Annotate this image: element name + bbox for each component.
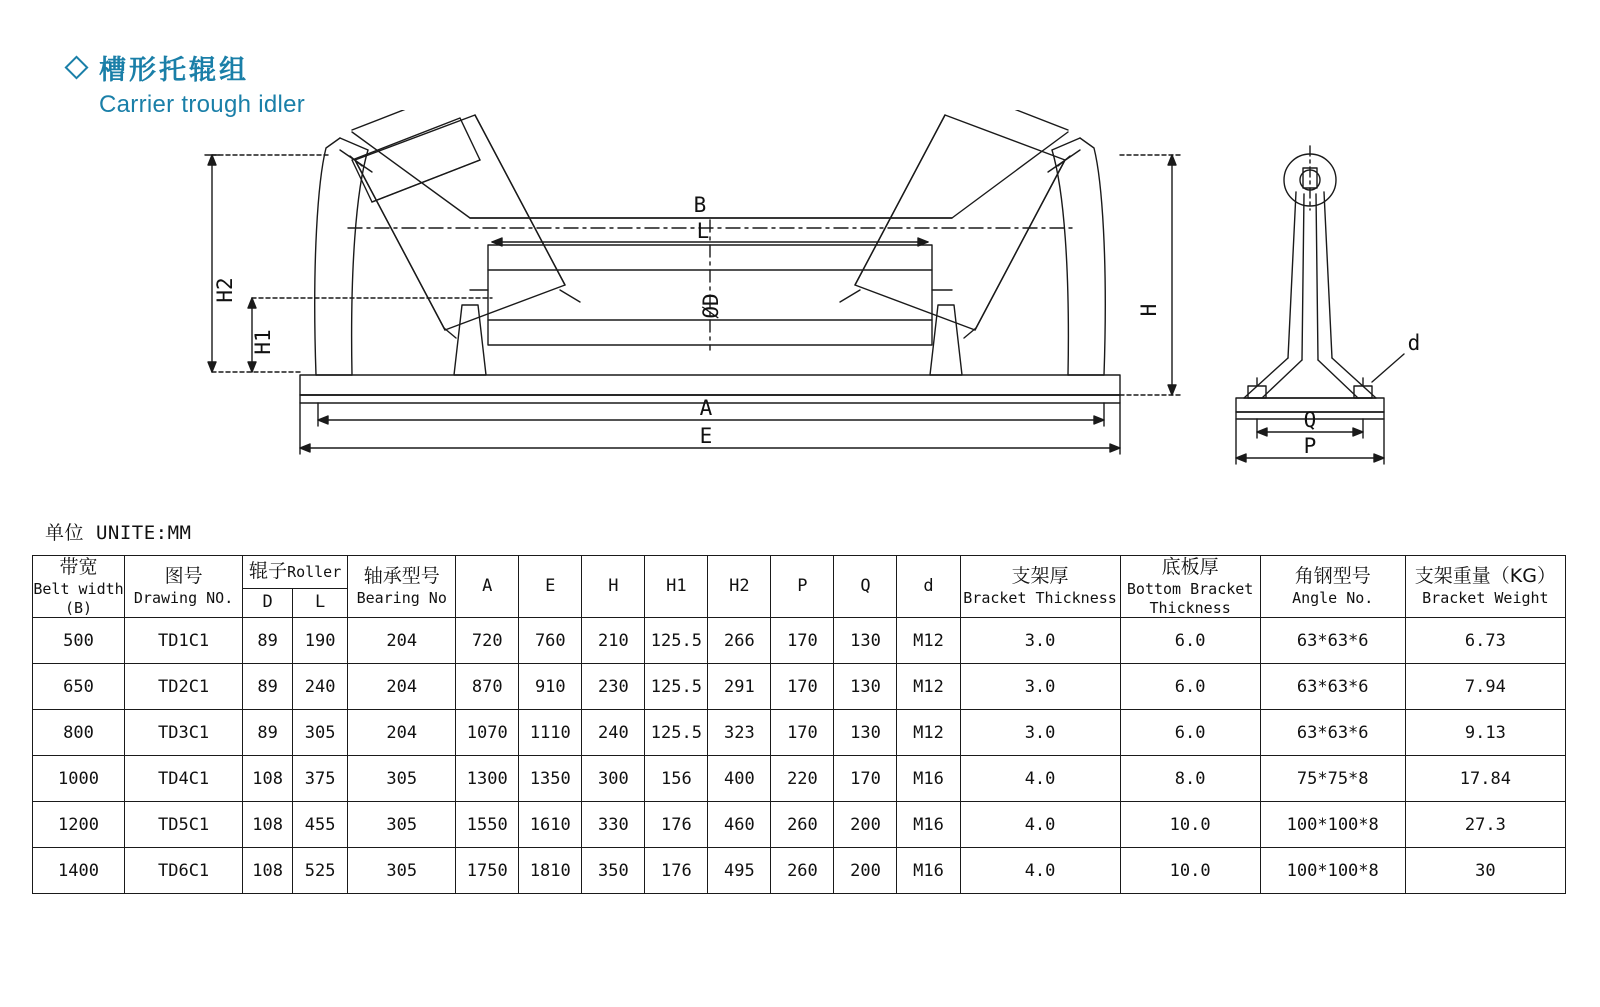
cell-drawing-no: TD2C1 — [125, 664, 243, 710]
label-A: A — [699, 396, 713, 420]
cell-H1: 125.5 — [645, 664, 708, 710]
header-bearing-no-cn: 轴承型号 — [363, 565, 440, 588]
header-belt-width-cn: 带宽 — [59, 556, 98, 578]
page-title — [68, 48, 305, 119]
cell-H: 240 — [582, 710, 645, 756]
cell-P: 260 — [771, 848, 834, 894]
table-row — [33, 710, 1566, 756]
header-angle-no-en: Angle No. — [1292, 589, 1374, 608]
cell-H1: 156 — [645, 756, 708, 802]
header-roller-l: L — [293, 588, 348, 617]
cell-bearing-no: 305 — [348, 802, 456, 848]
table-body — [33, 618, 1566, 894]
header-drawing-no-en: Drawing NO. — [133, 589, 234, 608]
header-belt-width-symbol: (B) — [64, 598, 93, 617]
header-E: E — [519, 556, 582, 618]
header-roller — [243, 556, 348, 589]
cell-angle-no: 100*100*8 — [1260, 848, 1405, 894]
spec-table — [32, 555, 1566, 894]
cell-bearing-no: 204 — [348, 618, 456, 664]
cell-roller-d: 89 — [243, 710, 293, 756]
cell-H1: 125.5 — [645, 618, 708, 664]
cell-bracket-weight: 6.73 — [1405, 618, 1565, 664]
header-bracket-thickness — [960, 556, 1120, 618]
cell-bottom-bracket-thickness: 8.0 — [1120, 756, 1260, 802]
header-drawing-no — [125, 556, 243, 618]
cell-d: M12 — [897, 710, 960, 756]
cell-bracket-weight: 9.13 — [1405, 710, 1565, 756]
cell-bottom-bracket-thickness: 10.0 — [1120, 802, 1260, 848]
header-bottom-bracket-cn: 底板厚 — [1161, 556, 1219, 578]
cell-A: 1070 — [456, 710, 519, 756]
header-bearing-no — [348, 556, 456, 618]
cell-bracket-weight: 7.94 — [1405, 664, 1565, 710]
cell-A: 1750 — [456, 848, 519, 894]
header-bottom-bracket-en: Bottom Bracket Thickness — [1126, 579, 1254, 617]
cell-P: 170 — [771, 664, 834, 710]
cell-E: 1610 — [519, 802, 582, 848]
cell-Q: 130 — [834, 710, 897, 756]
cell-angle-no: 63*63*6 — [1260, 664, 1405, 710]
cell-bracket-thickness: 3.0 — [960, 664, 1120, 710]
cell-drawing-no: TD5C1 — [125, 802, 243, 848]
header-roller-d: D — [243, 588, 293, 617]
label-diameter: ØD — [699, 293, 723, 319]
cell-A: 870 — [456, 664, 519, 710]
cell-drawing-no: TD4C1 — [125, 756, 243, 802]
header-bearing-no-en: Bearing No — [356, 589, 447, 608]
cell-A: 1550 — [456, 802, 519, 848]
cell-bracket-thickness: 4.0 — [960, 848, 1120, 894]
cell-A: 1300 — [456, 756, 519, 802]
cell-bracket-thickness: 3.0 — [960, 618, 1120, 664]
cell-H: 210 — [582, 618, 645, 664]
cell-bearing-no: 305 — [348, 756, 456, 802]
cell-drawing-no: TD1C1 — [125, 618, 243, 664]
header-roller-en: Roller — [287, 563, 342, 581]
cell-belt-width: 1000 — [33, 756, 125, 802]
header-bracket-weight-cn: 支架重量（KG） — [1414, 565, 1556, 588]
cell-H2: 266 — [708, 618, 771, 664]
cell-A: 720 — [456, 618, 519, 664]
cell-E: 910 — [519, 664, 582, 710]
cell-P: 170 — [771, 618, 834, 664]
cell-bracket-thickness: 4.0 — [960, 802, 1120, 848]
cell-H2: 291 — [708, 664, 771, 710]
cell-Q: 170 — [834, 756, 897, 802]
cell-bracket-weight: 17.84 — [1405, 756, 1565, 802]
cell-bearing-no: 204 — [348, 710, 456, 756]
cell-roller-l: 375 — [293, 756, 348, 802]
cell-H2: 495 — [708, 848, 771, 894]
table-row — [33, 848, 1566, 894]
diamond-icon — [64, 55, 88, 79]
title-english: Carrier trough idler — [99, 91, 306, 118]
cell-roller-l: 455 — [293, 802, 348, 848]
cell-d: M16 — [897, 756, 960, 802]
cell-drawing-no: TD3C1 — [125, 710, 243, 756]
title-chinese: 槽形托辊组 — [99, 55, 249, 86]
cell-Q: 130 — [834, 664, 897, 710]
cell-belt-width: 500 — [33, 618, 125, 664]
table-row — [33, 664, 1566, 710]
label-Q: Q — [1303, 408, 1317, 432]
cell-angle-no: 100*100*8 — [1260, 802, 1405, 848]
cell-roller-l: 525 — [293, 848, 348, 894]
cell-E: 1110 — [519, 710, 582, 756]
header-bracket-thickness-cn: 支架厚 — [1011, 565, 1069, 588]
cell-H1: 125.5 — [645, 710, 708, 756]
cell-bearing-no: 204 — [348, 664, 456, 710]
cell-roller-d: 108 — [243, 848, 293, 894]
header-A: A — [456, 556, 519, 618]
header-roller-cn: 辊子 — [249, 560, 288, 582]
cell-H: 350 — [582, 848, 645, 894]
cell-belt-width: 650 — [33, 664, 125, 710]
cell-d: M12 — [897, 618, 960, 664]
cell-drawing-no: TD6C1 — [125, 848, 243, 894]
header-belt-width-en: Belt width — [33, 579, 124, 598]
cell-P: 220 — [771, 756, 834, 802]
cell-bottom-bracket-thickness: 6.0 — [1120, 618, 1260, 664]
label-P: P — [1303, 434, 1317, 458]
cell-roller-d: 89 — [243, 618, 293, 664]
cell-angle-no: 75*75*8 — [1260, 756, 1405, 802]
table-row — [33, 802, 1566, 848]
cell-Q: 130 — [834, 618, 897, 664]
cell-bracket-weight: 27.3 — [1405, 802, 1565, 848]
cell-angle-no: 63*63*6 — [1260, 710, 1405, 756]
table-header-row — [33, 556, 1566, 589]
cell-belt-width: 800 — [33, 710, 125, 756]
header-bottom-bracket-thickness — [1120, 556, 1260, 618]
cell-Q: 200 — [834, 848, 897, 894]
cell-roller-d: 108 — [243, 802, 293, 848]
cell-d: M12 — [897, 664, 960, 710]
header-angle-no-cn: 角钢型号 — [1294, 565, 1371, 588]
cell-roller-d: 89 — [243, 664, 293, 710]
label-B: B — [693, 193, 707, 217]
cell-H1: 176 — [645, 802, 708, 848]
cell-E: 1350 — [519, 756, 582, 802]
label-d: d — [1407, 331, 1421, 355]
header-bracket-thickness-en: Bracket Thickness — [963, 589, 1117, 608]
header-P: P — [771, 556, 834, 618]
table-row — [33, 618, 1566, 664]
cell-H2: 323 — [708, 710, 771, 756]
cell-E: 760 — [519, 618, 582, 664]
cell-bottom-bracket-thickness: 6.0 — [1120, 664, 1260, 710]
cell-H1: 176 — [645, 848, 708, 894]
cell-bracket-weight: 30 — [1405, 848, 1565, 894]
cell-H: 230 — [582, 664, 645, 710]
spec-table-wrapper — [32, 555, 1566, 894]
label-L: L — [696, 219, 710, 243]
cell-H: 300 — [582, 756, 645, 802]
label-H: H — [1137, 303, 1161, 317]
cell-H: 330 — [582, 802, 645, 848]
table-row — [33, 756, 1566, 802]
unit-note: 单位 UNITE:MM — [45, 522, 192, 544]
label-H2: H2 — [213, 277, 237, 303]
cell-roller-l: 240 — [293, 664, 348, 710]
cell-bracket-thickness: 4.0 — [960, 756, 1120, 802]
cell-bottom-bracket-thickness: 6.0 — [1120, 710, 1260, 756]
header-d: d — [897, 556, 960, 618]
cell-belt-width: 1200 — [33, 802, 125, 848]
cell-roller-d: 108 — [243, 756, 293, 802]
cell-bracket-thickness: 3.0 — [960, 710, 1120, 756]
cell-angle-no: 63*63*6 — [1260, 618, 1405, 664]
header-H1: H1 — [645, 556, 708, 618]
cell-P: 260 — [771, 802, 834, 848]
cell-bearing-no: 305 — [348, 848, 456, 894]
label-H1: H1 — [251, 329, 275, 355]
technical-drawing — [0, 110, 1600, 500]
cell-roller-l: 305 — [293, 710, 348, 756]
cell-H2: 460 — [708, 802, 771, 848]
label-E: E — [699, 424, 713, 448]
header-H: H — [582, 556, 645, 618]
cell-H2: 400 — [708, 756, 771, 802]
cell-d: M16 — [897, 848, 960, 894]
header-H2: H2 — [708, 556, 771, 618]
header-angle-no — [1260, 556, 1405, 618]
cell-E: 1810 — [519, 848, 582, 894]
cell-Q: 200 — [834, 802, 897, 848]
header-bracket-weight-en: Bracket Weight — [1422, 589, 1549, 608]
cell-d: M16 — [897, 802, 960, 848]
cell-bottom-bracket-thickness: 10.0 — [1120, 848, 1260, 894]
cell-P: 170 — [771, 710, 834, 756]
cell-belt-width: 1400 — [33, 848, 125, 894]
header-Q: Q — [834, 556, 897, 618]
header-belt-width — [33, 556, 125, 618]
cell-roller-l: 190 — [293, 618, 348, 664]
header-drawing-no-cn: 图号 — [164, 565, 203, 588]
header-bracket-weight — [1405, 556, 1565, 618]
